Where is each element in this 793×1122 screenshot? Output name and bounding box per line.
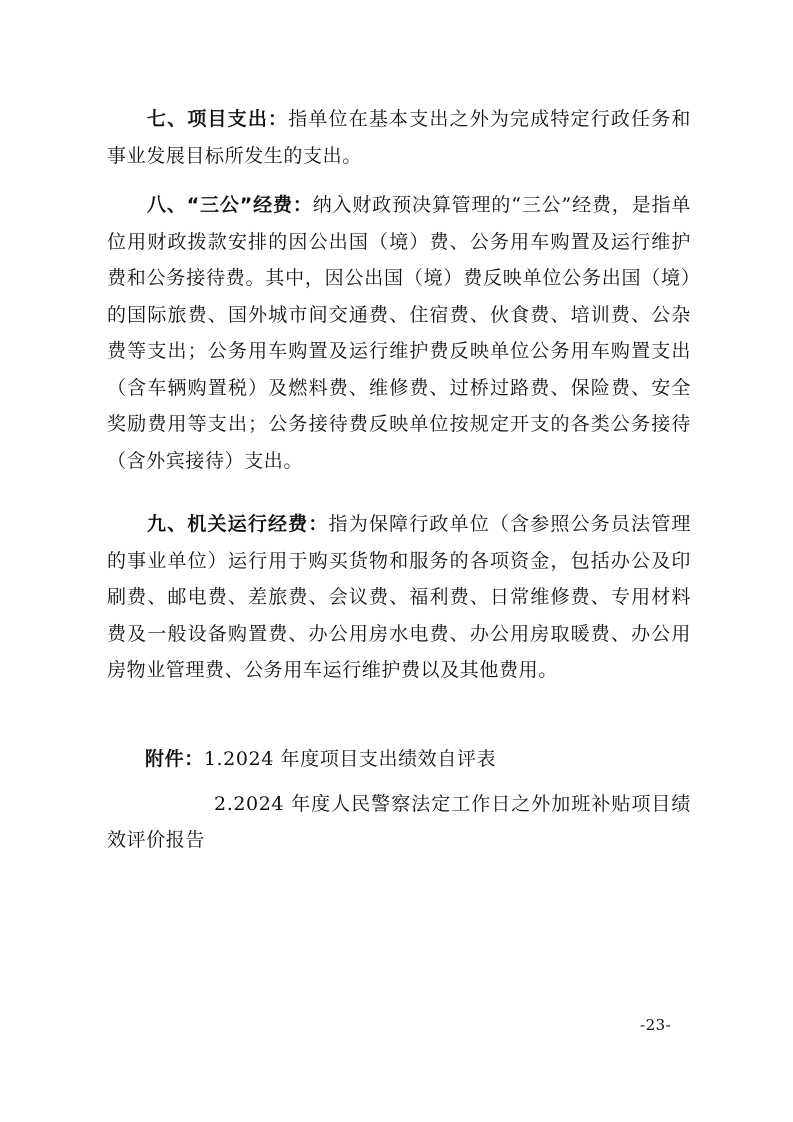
section-heading: 九、机关运行经费： — [147, 513, 329, 535]
page-number: -23- — [640, 1016, 672, 1034]
attachment-item-1 — [145, 741, 705, 777]
section-body: 指单位在基本支出之外为完成特定行政任务和事业发展目标所发生的支出。 — [107, 108, 691, 167]
attachment-label: 附件： — [145, 748, 204, 770]
section-three-public-expenses — [107, 187, 691, 479]
attachment-text: 1.2024 年度项目支出绩效自评表 — [203, 748, 497, 770]
section-body: 指为保障行政单位（含参照公务员法管理的事业单位）运行用于购买货物和服务的各项资金，包括办公及印刷费、邮电费、差旅费、会议费、福利费、日常维修费、专用材料费及一般设备购置费、办公用房水电费、办公用房取暖费、办公用房物业管理费、公务用车运行维护费以及其他费用。 — [107, 513, 691, 681]
attachment-item-2 — [107, 786, 691, 858]
section-body: 纳入财政预决算管理的“三公”经费，是指单位用财政拨款安排的因公出国（境）费、公务用车购置及运行维护费和公务接待费。其中，因公出国（境）费反映单位公务出国（境）的国际旅费、国外城市间交通费、住宿费、伙食费、培训费、公杂费等支出；公务用车购置及运行维护费反映单位公务用车购置支出（含车辆购置税）及燃料费、维修费、过桥过路费、保险费、安全奖励费用等支出；公务接待费反映单位按规定开支的各类公务接待（含外宾接待）支出。 — [107, 194, 691, 472]
section-heading: 七、项目支出： — [147, 108, 289, 130]
section-heading: 八、“三公”经费： — [147, 194, 313, 216]
section-project-expenditure — [107, 101, 691, 174]
section-agency-operating-expenses — [107, 506, 691, 689]
attachment-text: 2.2024 年度人民警察法定工作日之外加班补贴项目绩效评价报告 — [107, 793, 691, 851]
